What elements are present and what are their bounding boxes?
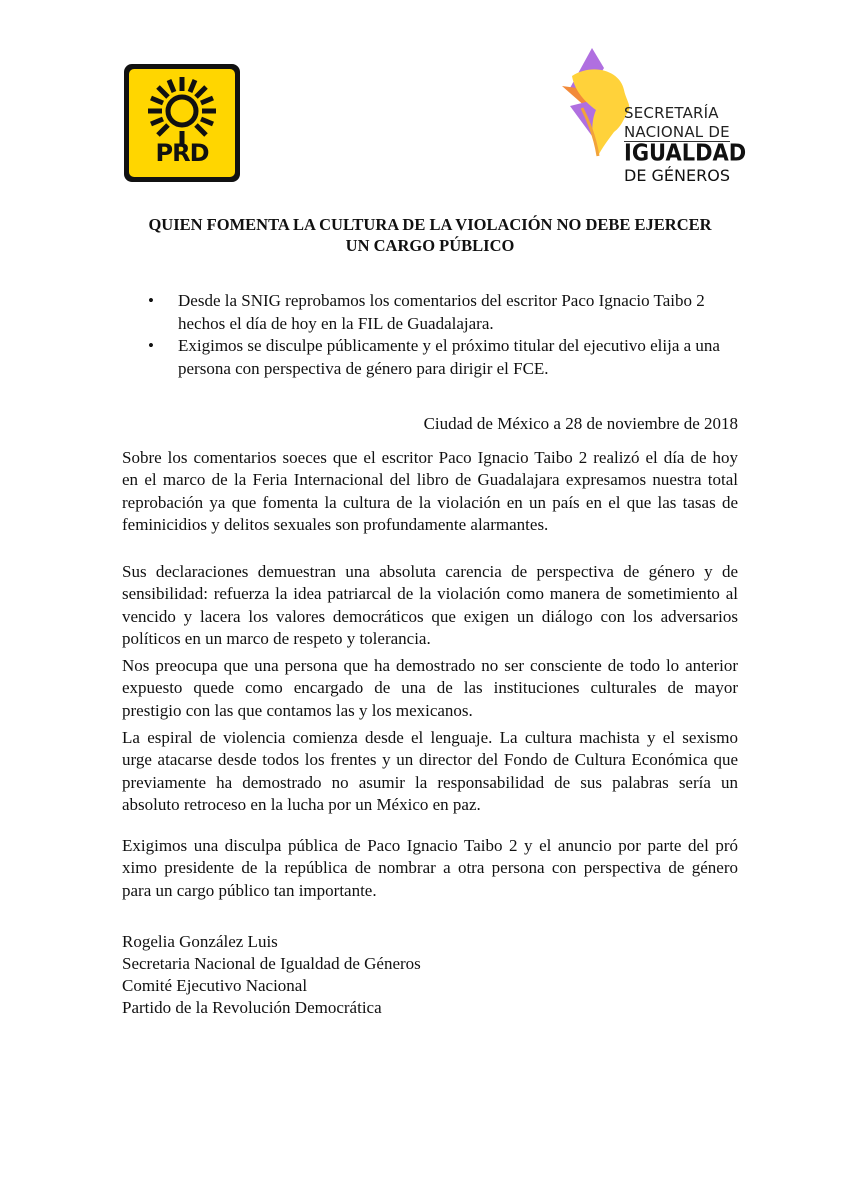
paragraph-line: Nos preocupa que una persona que ha demostrado no ser consciente de todo lo anterior [122,656,738,675]
paragraph [122,447,738,537]
signature-name: Rogelia González Luis [122,932,278,951]
snig-logo-line: SECRETARÍA [624,104,719,122]
paragraph-line: La espiral de violencia comienza desde el lenguaje. La cultura machista y el sexismo [122,728,738,747]
paragraph-line: ximo presidente de la república de nombrar a otra persona con perspectiva de género [122,858,738,878]
paragraph-line: Exigimos una disculpa pública de Paco Ignacio Taibo 2 y el anuncio por parte del pró [122,836,738,855]
signature-block [122,931,421,1019]
paragraph [122,835,738,902]
paragraph-line: políticos en un marco de respeto y tolerancia. [122,629,431,649]
paragraph-line: previamente ha demostrado no asumir la responsabilidad de sus palabras sería un [122,772,738,792]
snig-logo [562,48,752,183]
paragraph-line: urge atacarse desde todos los frentes y un director del Fondo de Cultura Económica que [122,750,738,770]
signature-line: Comité Ejecutivo Nacional [122,976,308,995]
paragraph-line: expuesto quede como encargado de una de las instituciones culturales de mayor [122,678,738,698]
bullet-list [146,290,746,380]
paragraph-line: vencido y lacera los valores democráticos que exigen un diálogo con los adversarios [122,606,738,626]
prd-logo [124,64,240,182]
paragraph-line: sensibilidad: refuerza la idea patriarcal de la violación como manera de sometimiento al [122,584,738,604]
snig-logo-line: DE GÉNEROS [624,166,730,185]
paragraph [122,727,738,817]
title-line: QUIEN FOMENTA LA CULTURA DE LA VIOLACIÓN NO DEBE EJERCER [148,215,712,234]
paragraph-line: en el marco de la Feria Internacional del libro de Guadalajara expresamos nuestra total [122,470,738,490]
paragraph-line: feminicidios y delitos sexuales son profundamente alarmantes. [122,515,549,535]
bullet-line: persona con perspectiva de género para dirigir el FCE. [178,358,549,378]
paragraph-line: para un cargo público tan importante. [122,880,377,900]
paragraph-line: reprobación ya que fomenta la cultura de la violación en un país en el que las tasas de [122,492,738,512]
bullet-line: Exigimos se disculpe públicamente y el próximo titular del ejecutivo elija a una [178,336,720,355]
title-line: UN CARGO PÚBLICO [345,236,515,255]
signature-line: Secretaria Nacional de Igualdad de Géneros [122,954,421,973]
bullet-icon: • [148,291,154,310]
snig-logo-line: IGUALDAD [624,139,747,167]
bullet-icon: • [148,336,154,355]
date-line: Ciudad de México a 28 de noviembre de 2018 [423,414,738,433]
prd-logo-text: PRD [155,139,209,167]
paragraph-line: absoluto retroceso en la lucha por un México en paz. [122,795,481,815]
bullet-line: Desde la SNIG reprobamos los comentarios del escritor Paco Ignacio Taibo 2 [178,291,705,310]
paragraph [122,655,738,722]
paragraph [122,561,738,651]
snig-logo-line: NACIONAL DE [624,123,730,141]
signature-line: Partido de la Revolución Democrática [122,998,382,1017]
bullet-line: hechos el día de hoy en la FIL de Guadalajara. [178,313,494,333]
paragraph-line: Sus declaraciones demuestran una absoluta carencia de perspectiva de género y de [122,562,738,581]
paragraph-line: prestigio con las que contamos las y los mexicanos. [122,700,473,720]
document-title [110,214,750,256]
bullet-item [146,335,746,380]
bullet-item [146,290,746,335]
paragraph-line: Sobre los comentarios soeces que el escritor Paco Ignacio Taibo 2 realizó el día de hoy [122,448,738,467]
